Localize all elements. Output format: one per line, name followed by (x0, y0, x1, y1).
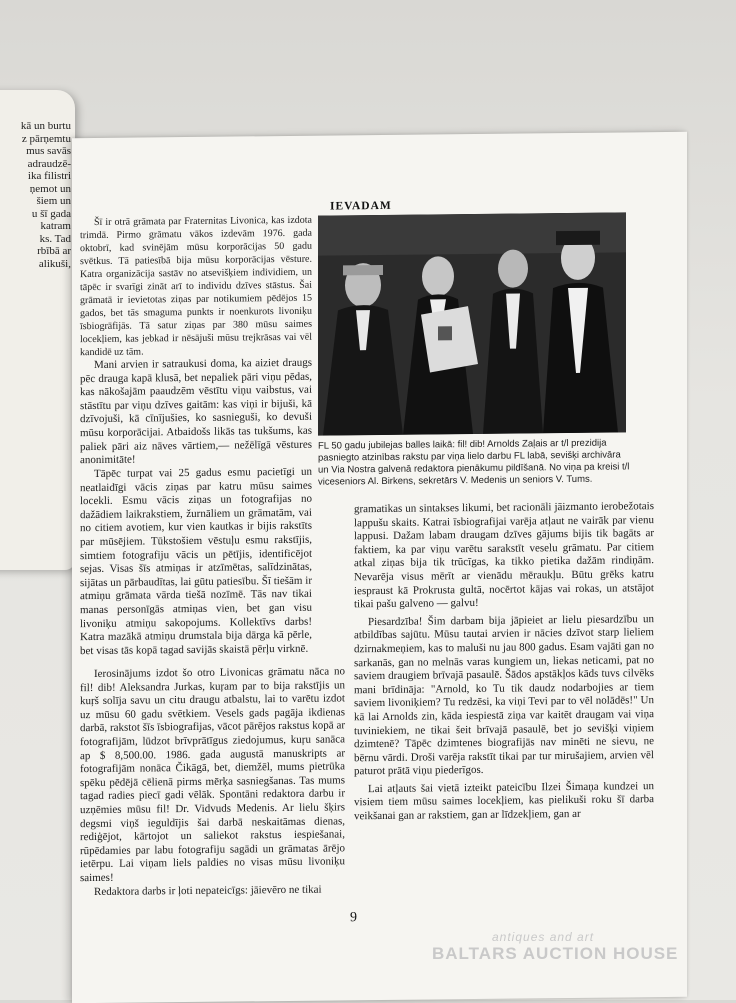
column-left-mid (80, 466, 312, 659)
column-left-bottom (80, 665, 345, 899)
left-page-text (21, 120, 71, 270)
column-left-top (80, 214, 312, 468)
left-page-edge (0, 90, 75, 570)
paragraph-3: Tāpēc turpat vai 25 gadus esmu pacietīgi un neatlaidīgi vācis ziņas par katru mūsu saimes locekli. Esmu vācis ziņas un fotografijas no dažādiem laikrakstiem, žurnāliem un grāmatām, vai no citiem avotiem, kur vien kautkas ir bijis rakstīts par mūsējiem. Tūkstošiem vēstuļu esmu rakstījis, simtiem fotografiju vācis un pētījis, identificējot sejas. Visas šīs atmiņas ir atzīmētas, salīdzinātas, sijātas un pārbaudītas, lai gūtu patiesību. Šī tiešām ir atmiņu grāmata vārda tiešā nozīmē. Tās nav tikai manas personīgās atmiņas vien, bet gan visu livoniķu atmiņu sakopojums. Kollektīvs darbs! Katra mazākā atmiņu drumstala bija dārga kā pērle, bet visas tās kopā tagad savijās skaistā pērļu virknē. (80, 465, 312, 657)
left-fragment: šiem un (36, 195, 71, 207)
left-fragment: kā un burtu (20, 120, 71, 132)
left-fragment: mus savās (26, 145, 71, 157)
paragraph-intro: Šī ir otrā grāmata par Fraternitas Livonica, kas izdota trimdā. Pirmo grāmatu vākos izdevām 1976. gada oktobrī, kad svinējām mūsu korporācijas 50 gadu svētkus. Tā patiesībā bija mūsu korporācijas vēsture. Katra organizācija sastāv no atsevišķiem individiem, un tāpēc ir svarīgi zināt arī to individu dzīves stāstus. Šai grāmatā ir ievietotas ziņas par notikumiem pēdējos 15 gados, bet tās smaguma punkts ir noenkurots livoniķu īsbiogrāfijās. Tā satur ziņas par 380 mūsu saimes locekļiem, kas jebkad ir nēsājuši mūsu trejkrāsas vai vēl kandidē uz tām. (80, 214, 312, 359)
paragraph-4: Ierosinājums izdot šo otro Livonicas grāmatu nāca no fil! dib! Aleksandra Jurkas, kuŗam par to bija rakstījis un kuŗš solīja savu un citu draugu atbalstu, lai to varētu izdot uz mūsu 60 gadu svētkiem. Vesels gads pagāja ikdienas darbā, rakstot šīs īsbiografijas, vācot pārējos rakstus kopā ar fotografijām, lūdzot brīvprātīgus ziedojumus, kuŗu sanāca ap $ 8,500.00. 1986. gada augustā manuskripts ar fotografijām nonāca Čikāgā, bet, diemžēl, mums pietrūka spēku pēdējā cēlienā pirms mērķa sasniegšanas. Tas mums tagad radies piecī gadi vēlāk. Spontāni redaktora darbu ir uzņēmies mūsu fil! Dr. Vidvuds Medenis. Ar lielu šķirs degsmi viņš ieguldījis šai darbā neskaitāmas dienas, rediģējot, kārtojot un saliekot rakstus iespiešanai, rūpēdamies par labu fotografiju sagādi un grāmatas ārējo ietērpu. Lai viņam liels paldies no visas mūsu livoniķu saimes! (80, 665, 345, 885)
left-fragment: adraudzē- (27, 157, 71, 170)
photo-image (318, 212, 626, 435)
left-fragment: ņemot un (29, 182, 71, 195)
paragraph-right-3: Lai atļauts šai vietā izteikt pateicību Ilzei Šimaņa kundzei un visiem tiem mūsu saimes locekļiem, kas pielikuši roku šī darba veikšanai gan ar rakstiem, gan ar līdzekļiem, gan ar (354, 780, 654, 823)
group-photo (318, 212, 626, 435)
photo-caption: FL 50 gadu jubilejas balles laikā: fil! dib! Arnolds Zaļais ar t/l prezidija pasniegto atzinības rakstu par viņa lielo darbu FL labā, sevišķi archivāra un Via Nostra galvenā redaktora pienākumu pildīšanā. No viņa pa kreisi t/l viceseniors Al. Birkens, sekretārs V. Medenis un seniors V. Tums. (318, 437, 630, 488)
left-fragment: u šī gada (31, 207, 71, 220)
left-fragment: alikuši, (38, 257, 71, 270)
watermark-brand: BALTARS AUCTION HOUSE (432, 944, 679, 963)
left-fragment: katram (40, 220, 71, 232)
page-heading: IEVADAM (330, 199, 392, 213)
paragraph-2: Mani arvien ir satraukusi doma, ka aiziet draugs pēc drauga kapā klusā, bet nepaliek pāri viņu pēdas, kas nākošajām paaudzēm vēstītu viņu vaibstus, vai stāstītu par viņu dzīves gaitām: kas viņi ir bijuši, kā dzīvojuši, kā cīnījušies, ko sasnieguši, ko devuši mūsu korporācijai. Atbaidošs likās tas tukšums, kas paliek pāri aiz nāves vārtiem,— nežēlīgā vēstures anonimitāte! (80, 356, 312, 467)
left-fragment: ika filistri (27, 170, 71, 182)
watermark-tagline: antiques and art (492, 930, 595, 944)
paragraph-right-1: gramatikas un sintakses likumi, bet racionāli jāizmanto ierobežotais lappušu skaits. Katrai īsbiografijai varēja atļaut ne vairāk par vienu lappusi. Dažam labam draugam dzīves gājums bijis tik bagāts ar faktiem, ka par viņu varētu sarakstīt veselu grāmatu. Par citiem atkal ziņas bija tik trūcīgas, ka tikko pietika dažām rindiņām. Nevarēja visus mērīt ar vienādu mēraukļu. Būtu grēks katru iespraust kā Prokrusta gultā, nocērtot kājas vai rokas, un atstājot tikai pašu galveno — galvu! (354, 500, 654, 611)
watermark (432, 930, 678, 964)
book-page (72, 132, 687, 1003)
page-number: 9 (350, 910, 357, 926)
left-fragment: rbībā ar (37, 245, 71, 257)
paragraph-5: Redaktora darbs ir ļoti nepateicīgs: jāievēro ne tikai (94, 883, 322, 898)
column-right (354, 500, 654, 824)
left-fragment: ks. Tad (39, 232, 71, 245)
left-fragment: z pārņemtu (21, 132, 71, 145)
paragraph-right-2: Piesardzība! Šim darbam bija jāpieiet ar lielu piesardzību un atbildības sajūtu. Mūsu tautai arvien ir nācies dzīvot starp lieliem dzirnakmeņiem, kas to maluši nu jau 800 gadus. Esam vajāti gan no sarkanās, gan no melnās varas kungiem un, liekas neticami, pat no saviem draugiem brīvajā pasaulē. Šādos apstākļos kāds tuvs cilvēks mani brīdināja: "Arnold, ko Tu tik daudz nodarbojies ar tiem saviem livoniķiem? Tu redzēsi, ka viņi Tevi par to vēl nolādēs!" Un kā lai Arnolds zin, kāda iespiestā ziņa var kaitēt draugam vai viņa tuviniekiem, ne tikai šeit brīvajā pasaulē, bet jo sevišķi viņiem dzimtenē? Tāpēc dzimtenes biografijās nav minēti ne sievu, ne bērnu vārdi. Droši varēja rakstīt tikai par tur mirušajiem, arvien vēl paturot prātā viņu piederīgos. (354, 612, 654, 778)
